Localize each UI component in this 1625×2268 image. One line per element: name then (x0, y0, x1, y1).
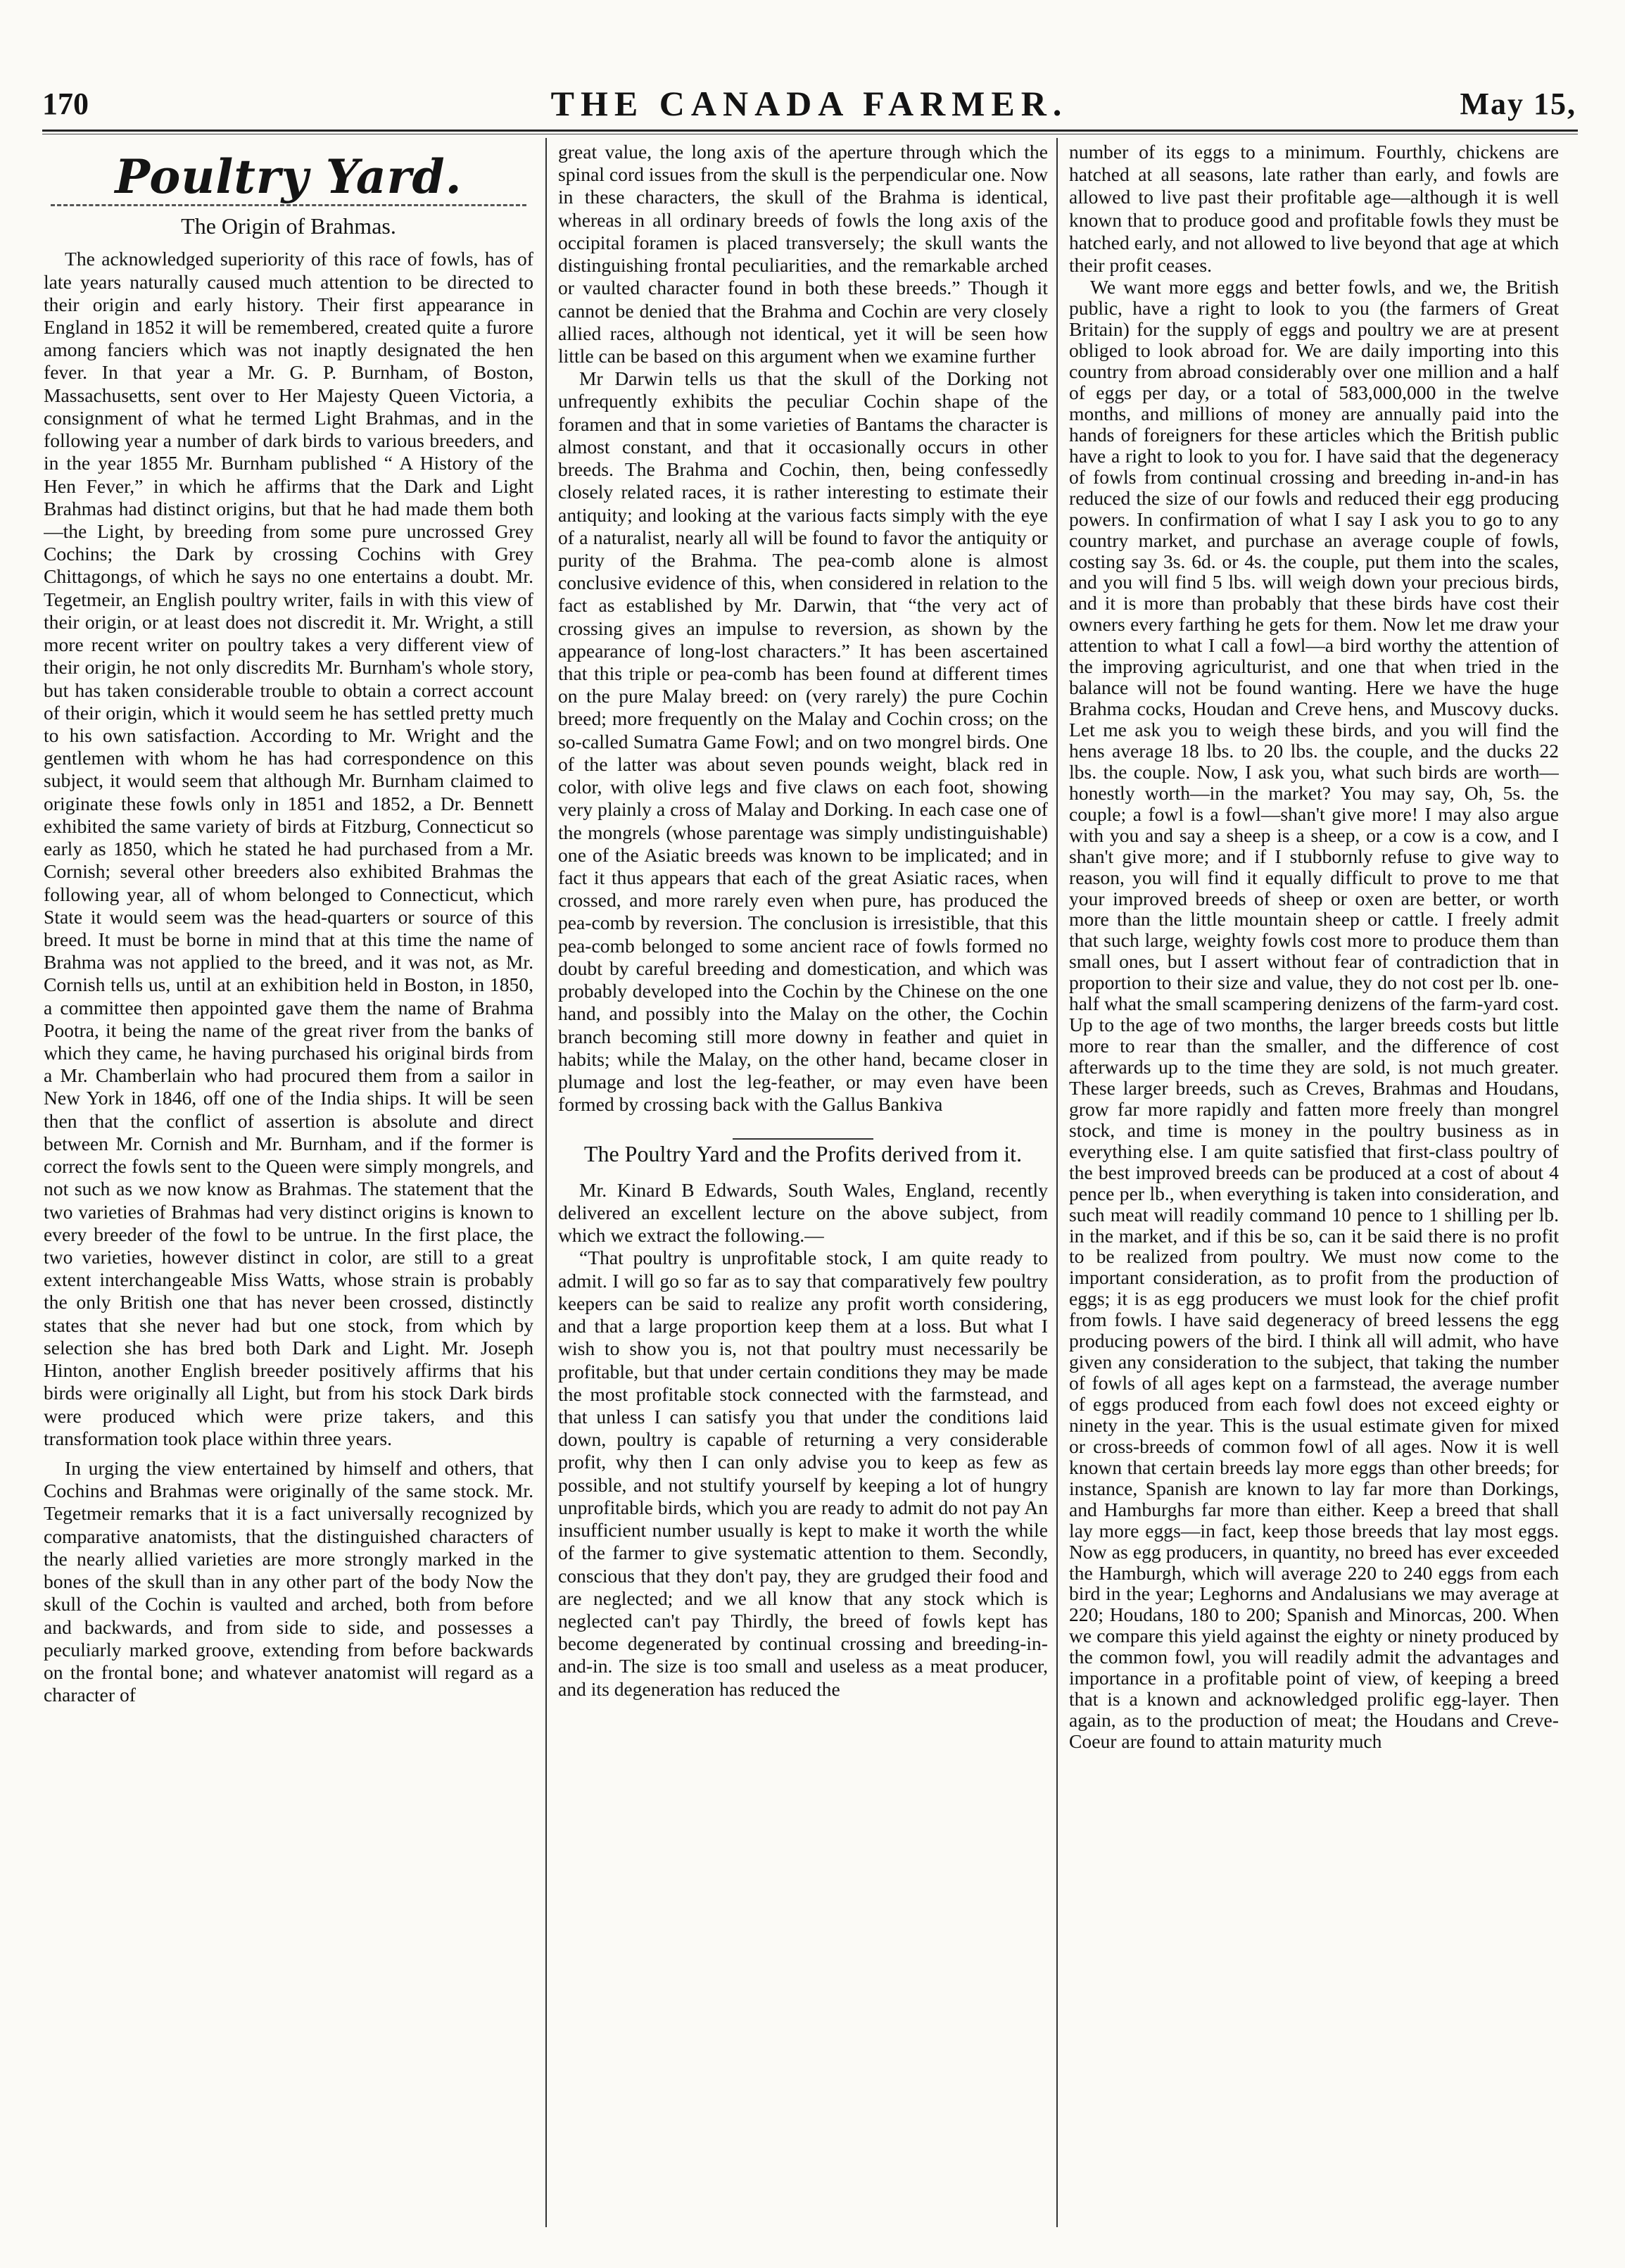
column-divider (1056, 138, 1058, 2227)
article-title-text: The Origin of Brahmas. (181, 213, 396, 239)
article-paragraph: Mr Darwin tells us that the skull of the Dorking not unfrequently exhibits the peculiar Cochin shape of the foramen and that in some varieties of Bantams the character is almost constant, and that it occasionally occurs in other breeds. The Brahma and Cochin, then, being confessedly closely related races, it is rather interesting to estimate their antiquity; and looking at the various facts simply with the eye of a naturalist, nearly all will be found to favor the antiquity or purity of the Brahma. The pea-comb alone is almost conclusive evidence of this, when considered in relation to the fact as established by Mr. Darwin, that “the very act of crossing gives an impulse to reversion, as shown by the appearance of long-lost characters.” It has been ascertained that this triple or pea-comb has been found at different times on the pure Malay breed: on (very rarely) the pure Cochin breed; more frequently on the Malay and Cochin cross; on the so-called Sumatra Game Fowl; and on two mongrel birds. One of the latter was about seven pounds weight, black red in color, with olive legs and five claws on each foot, showing very plainly a cross of Malay and Dorking. In each case one of the mongrels (whose parentage was simply undistinguishable) one of the Asiatic breeds was known to be implicated; and in fact it thus appears that each of the great Asiatic races, when crossed, and more rarely even when pure, has produced the pea-comb by reversion. The conclusion is irresistible, that this pea-comb belonged to some ancient race of fowls formed no doubt by careful breeding and domestication, and which was probably developed into the Cochin by the Chinese on the one hand, and possibly into the Malay on the other, the Cochin branch becoming still more downy in feather and quiet in habits; while the Malay, on the other hand, became closer in plumage and lost the leg-feather, or may even have been formed by crossing back with the Gallus Bankiva (558, 367, 1048, 1116)
article-separator (558, 1126, 1048, 1133)
article-paragraph: great value, the long axis of the aperture through which the spinal cord issues from the skull is the perpendicular one. Now in these characters, the skull of the Brahma is identical, whereas in all ordinary breeds of fowls the long axis of the occipital foramen is placed transversely; the skull wants the distinguishing frontal peculiarities, and the remarkable arched or vaulted character found in both these breeds.” Though it cannot be denied that the Brahma and Cochin are very closely allied races, although not identical, yet it will be seen how little can be based on this argument when we examine further (558, 141, 1048, 367)
section-rule (51, 204, 526, 206)
column-1 (44, 141, 533, 2224)
article-paragraph: number of its eggs to a minimum. Fourthly, chickens are hatched at all seasons, late rather than early, and fowls are allowed to live past their profitable age—although it is well known that to produce good and profitable fowls they must be hatched early, and not allowed to live beyond that age at which their profit ceases. (1069, 141, 1559, 277)
article-title (44, 213, 533, 239)
column-2 (558, 141, 1048, 2224)
masthead: THE CANADA FARMER. (550, 84, 1068, 123)
article-paragraph: “That poultry is unprofitable stock, I am quite ready to admit. I will go so far as to say that comparatively few poultry keepers can be said to realize any profit worth considering, and that a large proportion keep them at a loss. But what I wish to show you is, not that poultry must necessarily be profitable, but that under certain conditions they may be made the most profitable stock connected with the farmstead, and that unless I can satisfy you that under the conditions laid down, poultry is capable of returning a very considerable profit, why then I can only advise you to keep as few as possible, and not stultify yourself by keeping a lot of hungry unprofitable birds, which you are ready to admit do not pay An insufficient number usually is kept to make it worth the while of the farmer to give systematic attention to them. Secondly, conscious that they don't pay, they are grudged their food and are neglected; and we all know that any stock which is neglected can't pay Thirdly, the breed of fowls kept has become degenerated by continual crossing and breeding-in-and-in. The size is too small and useless as a meat producer, and its degeneration has reduced the (558, 1247, 1048, 1700)
article-paragraph: We want more eggs and better fowls, and we, the British public, have a right to look to you (the farmers of Great Britain) for the supply of eggs and poultry we are at present obliged to look abroad for. We are daily importing into this country from abroad considerably over one million and a half of eggs per day, or a total of 583,000,000 in the twelve months, and millions of money are annually paid into the hands of foreigners for these articles which the British public have a right to look to you for. I have said that the degeneracy of fowls from continual crossing and breeding in-and-in has reduced the size of our fowls and reduced their egg producing powers. In confirmation of what I say I ask you to go to any country market, and purchase an average couple of fowls, costing say 3s. 6d. or 4s. the couple, put them into the scales, and you will find 5 lbs. will weigh down your precious birds, and it is more than probably that these birds have cost their owners every farthing he gets for them. Now let me draw your attention to what I call a fowl—a bird worthy the attention of the improving agriculturist, and one that when tried in the balance will not be found wanting. Here we have the huge Brahma cocks, Houdan and Creve hens, and Muscovy ducks. Let me ask you to weigh these birds, and you will find the hens average 18 lbs. to 20 lbs. the couple, and the ducks 22 lbs. the couple. Now, I ask you, what such birds are worth—honestly worth—in the market? You may say, Oh, 5s. the couple; a fowl is a fowl—shan't give more! I may also argue with you and say a sheep is a sheep, or a cow is a cow, and I shan't give more; and if I stubbornly refuse to give way to reason, you will find it equally difficult to prove to me that your improved breeds of sheep or oxen are better, or worth more than the little mountain sheep or cattle. I freely admit that such large, weighty fowls cost more to produce them than small ones, but I assert without fear of contradiction that in proportion to their size and value, they do not cost per lb. one-half what the small scampering denizens of the farm-yard cost. Up to the age of two months, the larger breeds costs but little more to rear than the smaller, and the difference of cost afterwards up to the time they are sold, is not much greater. These larger breeds, such as Creves, Brahmas and Houdans, grow far more rapidly and fatten more freely than mongrel stock, and time is money in the poultry business as in everything else. I am quite satisfied that first-class poultry of the best improved breeds can be produced at a cost of about 4 pence per lb., when everything is taken into consideration, and such meat will readily command 10 pence to 1 shilling per lb. in the market, and if this be so, can it be said there is no profit to be realized from poultry. We must now come to the important consideration, as to profit from the production of eggs; it is as egg producers we must look for the chief profit from fowls. I have said degeneracy of breed lessens the egg producing powers of the bird. I think all will admit, who have given any consideration to the subject, that taking the number of fowls of all ages kept on a farmstead, the average number of eggs produced from each fowl does not exceed eighty or ninety in the year. This is the usual estimate given for mixed or cross-breeds of common fowl of all ages. Now it is well known that certain breeds lay more eggs than other breeds; for instance, Spanish are known to lay far more than Dorkings, and Hamburghs far more than either. Keep a breed that shall lay more eggs—in fact, keep those breeds that lay most eggs. Now as egg producers, in quantity, no breed has ever exceeded the Hamburgh, which will average 220 to 240 eggs from each bird in the year; Leghorns and Andalusians we may average at 220; Houdans, 180 to 200; Spanish and Minorcas, 200. When we compare this yield against the eighty or ninety produced by the common fowl, you will readily admit the advantages and importance in a profitable point of view, of keeping a breed that is a known and acknowledged prolific egg-layer. Then again, as to the production of meat; the Houdans and Creve-Coeur are found to attain maturity much (1069, 276, 1559, 1752)
column-3 (1069, 141, 1559, 2224)
issue-date: May 15, (1460, 87, 1576, 121)
section-title: Poultry Yard. (115, 149, 462, 204)
article-title: The Poultry Yard and the Profits derived from it. (583, 1141, 1023, 1167)
header-rule (42, 130, 1578, 132)
page-number: 170 (42, 87, 89, 121)
article-paragraph: In urging the view entertained by himself and others, that Cochins and Brahmas were originally of the same stock. Mr. Tegetmeir remarks that it is a fact universally recognized by comparative anatomists, that the distinguished characters of the nearly allied varieties are more strongly marked in the bones of the skull than in any other part of the body Now the skull of the Cochin is vaulted and arched, both from before and backwards, and from side to side, and possesses a peculiarly marked groove, extending from before backwards on the frontal bone; and whatever anatomist will regard as a character of (44, 1456, 533, 1706)
article-paragraph: The acknowledged superiority of this race of fowls, has of late years naturally caused much attention to be directed to their origin and early history. Their first appearance in England in 1852 it will be remembered, created quite a furore among fanciers which was not inaptly designated the hen fever. In that year a Mr. G. P. Burnham, of Boston, Massachusetts, sent over to Her Majesty Queen Victoria, a consignment of what he termed Light Brahmas, and in the following year a number of dark birds to various breeders, and in the year 1855 Mr. Burnham published “ A History of the Hen Fever,” in which he affirms that the Dark and Light Brahmas had distinct origins, but that he had made them both—the Light, by breeding from some pure uncrossed Grey Cochins; the Dark by crossing Cochins with Grey Chittagongs, of which he says no one entertains a doubt. Mr. Tegetmeir, an English poultry writer, fails in with this view of their origin, or at least does not discredit it. Mr. Wright, a still more recent writer on poultry takes a very different view of their origin, he not only discredits Mr. Burnham's whole story, but has taken considerable trouble to obtain a correct account of their origin, which it would seem he has settled pretty much to his own satisfaction. According to Mr. Wright and the gentlemen with whom he has had correspondence on this subject, it would seem that although Mr. Burnham claimed to originate these fowls only in 1851 and 1852, a Dr. Bennett exhibited the same variety of birds at Fitzburg, Connecticut so early as 1850, which he stated he had purchased from a Mr. Cornish; several other breeders also exhibited Brahmas the following year, all of whom belonged to Connecticut, which State it would seem was the head-quarters or source of this breed. It must be borne in mind that at this time the name of Brahma was not applied to the breed, and it was not, as Mr. Cornish tells us, until at an exhibition held in Boston, in 1850, a committee then appointed gave them the name of Brahma Pootra, it being the name of the great river from the banks of which they came, he having purchased his original birds from a Mr. Chamberlain who had procured them from a sailor in New York in 1846, off one of the India ships. It will be seen then that the conflict of assertion is absolute and direct between Mr. Cornish and Mr. Burnham, and if the former is correct the fowls sent to the Queen were simply mongrels, and not such as we now know as Brahmas. The statement that the two varieties of Brahmas had very distinct origins is known to every breeder of the fowl to be untrue. In the first place, the two varieties, however distinct in color, are still to a great extent interchangeable Miss Watts, whose strain is probably the only British one that has never been crossed, distinctly states that she never had but one stock, from which by selection she has bred both Dark and Light. Mr. Joseph Hinton, another English breeder positively affirms that his birds were originally all Light, but from his stock Dark birds were produced which were prize takers, and this transformation took place within three years. (44, 248, 533, 1449)
page-header (42, 83, 1576, 125)
article-paragraph: Mr. Kinard B Edwards, South Wales, England, recently delivered an excellent lecture on the above subject, from which we extract the following.— (558, 1178, 1048, 1247)
column-divider (545, 138, 547, 2227)
